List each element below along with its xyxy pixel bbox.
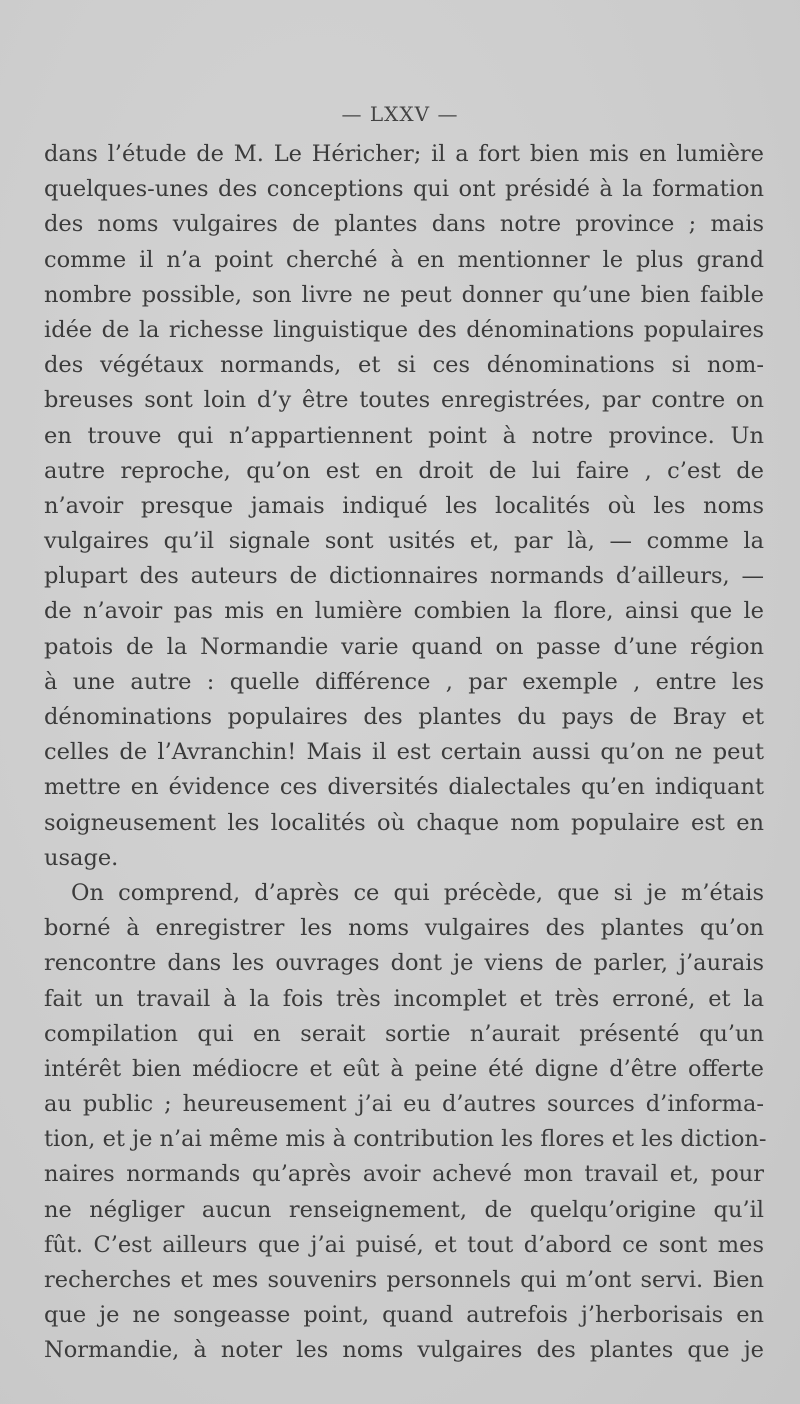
- text-line: au public ; heureusement j’ai eu d’autres sources d’informa-: [44, 1091, 764, 1118]
- text-line: mettre en évidence ces diversités dialectales qu’en indiquant: [44, 774, 764, 801]
- text-line: comme il n’a point cherché à en mentionner le plus grand: [44, 246, 764, 273]
- text-line: en trouve qui n’appartiennent point à notre province. Un: [44, 422, 764, 449]
- text-line: fût. C’est ailleurs que j’ai puisé, et tout d’abord ce sont mes: [44, 1231, 764, 1258]
- text-line: des végétaux normands, et si ces dénominations si nom-: [44, 352, 764, 379]
- text-line: plupart des auteurs de dictionnaires normands d’ailleurs, —: [44, 563, 764, 590]
- text-line: dénominations populaires des plantes du pays de Bray et: [44, 704, 764, 730]
- text-line: de n’avoir pas mis en lumière combien la flore, ainsi que le: [44, 598, 764, 625]
- text-line: Normandie, à noter les noms vulgaires des plantes que je: [44, 1337, 764, 1364]
- text-line: intérêt bien médiocre et eût à peine été digne d’être offerte: [44, 1055, 764, 1082]
- text-line-paragraph-start: On comprend, d’après ce qui précède, que si je m’étais: [71, 879, 764, 906]
- text-line: naires normands qu’après avoir achevé mon travail et, pour: [44, 1161, 764, 1188]
- text-line: à une autre : quelle différence , par exemple , entre les: [44, 668, 764, 695]
- text-line: idée de la richesse linguistique des dénominations populaires: [44, 316, 764, 343]
- text-line: dans l’étude de M. Le Héricher; il a fort bien mis en lumière: [44, 141, 764, 167]
- body-text: [44, 137, 767, 1369]
- text-line: breuses sont loin d’y être toutes enregistrées, par contre on: [44, 387, 764, 414]
- text-line: ne négliger aucun renseignement, de quelqu’origine qu’il: [44, 1196, 764, 1223]
- text-line: que je ne songeasse point, quand autrefois j’herborisais en: [44, 1302, 764, 1329]
- text-line: des noms vulgaires de plantes dans notre province ; mais: [44, 211, 764, 238]
- text-line: compilation qui en serait sortie n’aurait présenté qu’un: [44, 1020, 764, 1047]
- text-line: n’avoir presque jamais indiqué les localités où les noms: [44, 492, 764, 519]
- text-line: patois de la Normandie varie quand on passe d’une région: [44, 633, 764, 660]
- text-line: borné à enregistrer les noms vulgaires des plantes qu’on: [44, 915, 764, 942]
- text-line: soigneusement les localités où chaque nom populaire est en: [44, 809, 764, 836]
- text-line: quelques-unes des conceptions qui ont présidé à la formation: [44, 176, 764, 203]
- text-line: fait un travail à la fois très incomplet et très erroné, et la: [44, 985, 764, 1012]
- text-line-paragraph-end: usage.: [44, 844, 119, 871]
- text-line: autre reproche, qu’on est en droit de lui faire , c’est de: [44, 457, 764, 484]
- running-head-page-number: — LXXV —: [341, 102, 459, 126]
- text-line: vulgaires qu’il signale sont usités et, par là, — comme la: [44, 528, 764, 555]
- text-line: recherches et mes souvenirs personnels qui m’ont servi. Bien: [44, 1267, 764, 1293]
- text-line: rencontre dans les ouvrages dont je viens de parler, j’aurais: [44, 950, 764, 977]
- text-line: celles de l’Avranchin! Mais il est certain aussi qu’on ne peut: [44, 739, 764, 766]
- text-line: nombre possible, son livre ne peut donner qu’une bien faible: [44, 281, 764, 308]
- text-line: tion, et je n’ai même mis à contribution les flores et les diction-: [44, 1126, 767, 1153]
